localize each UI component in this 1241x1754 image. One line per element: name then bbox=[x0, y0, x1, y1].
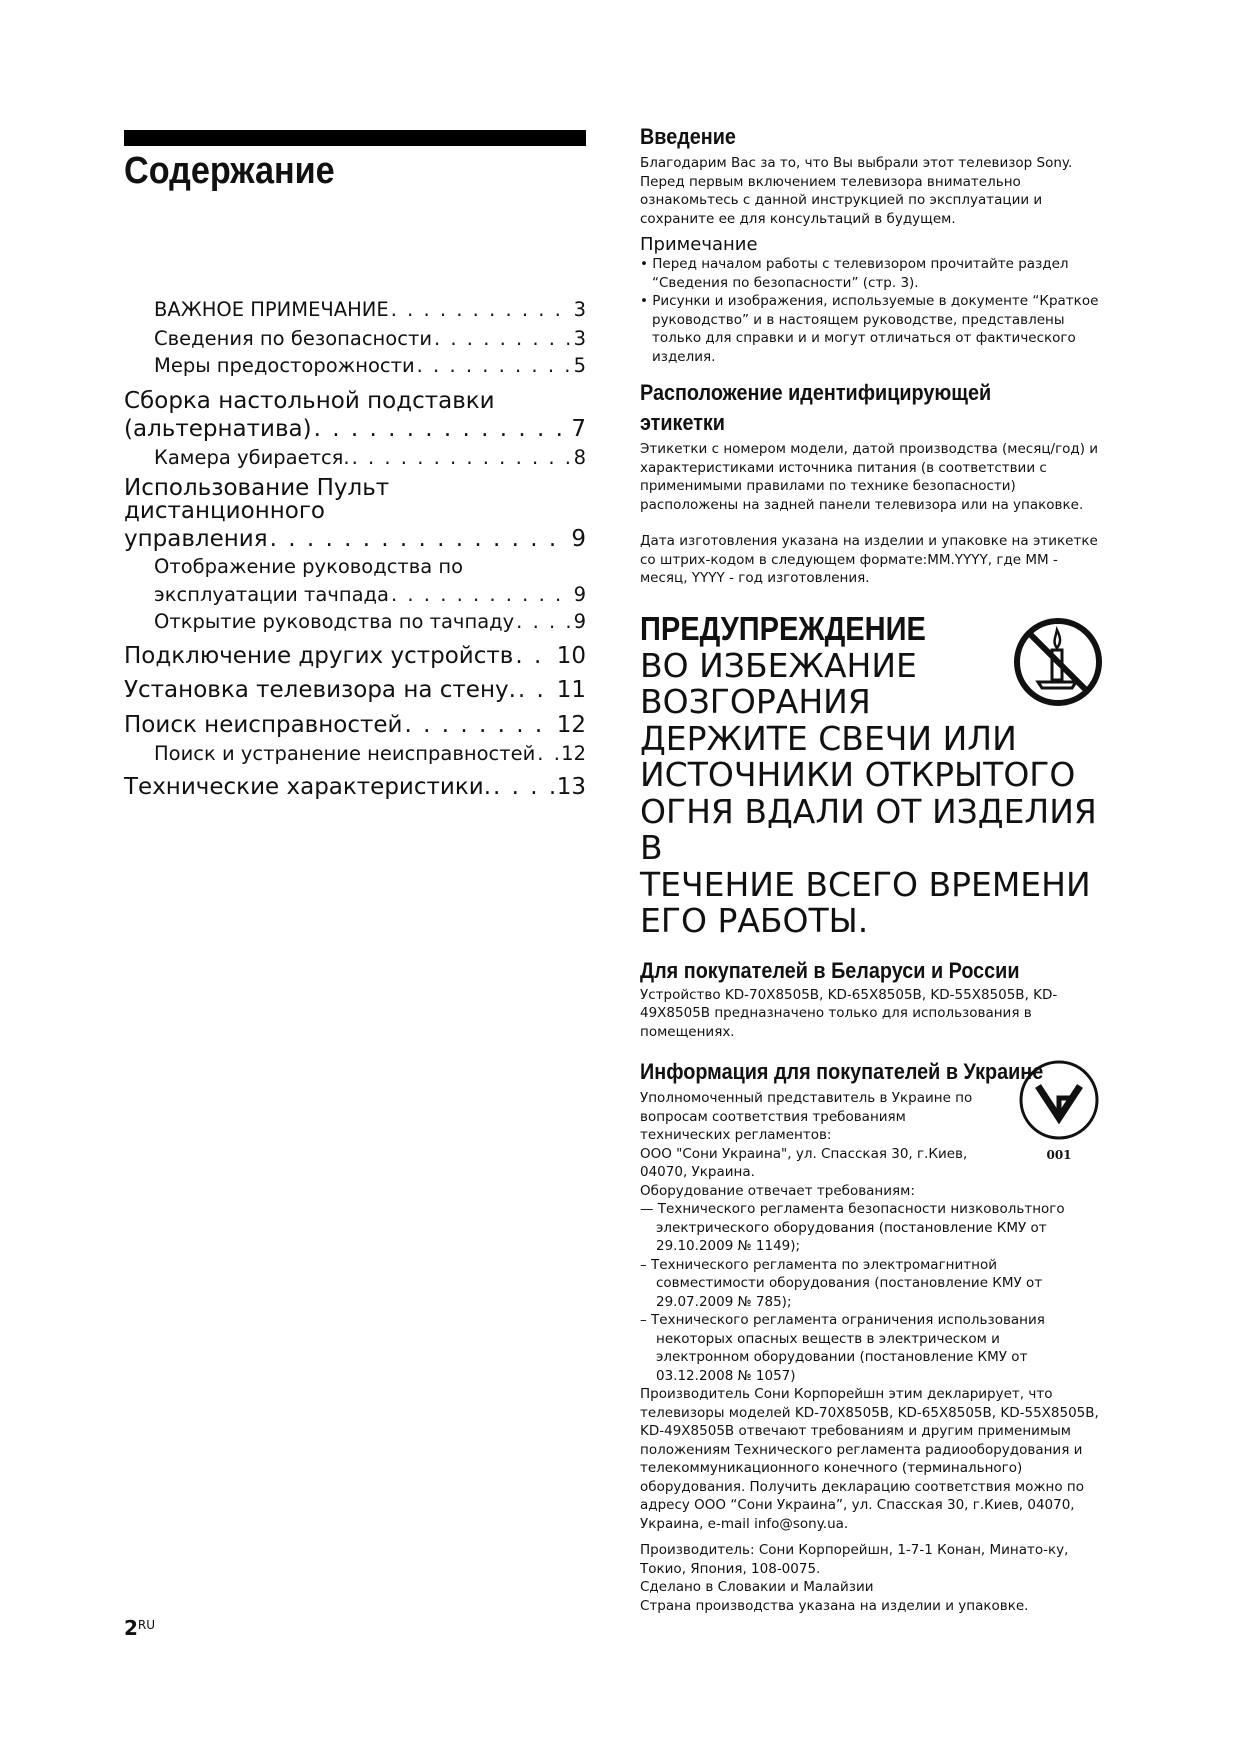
toc-entry-text: Открытие руководства по тачпаду bbox=[154, 610, 515, 633]
toc-entry-page: 3 bbox=[573, 298, 586, 321]
warning-title: ПРЕДУПРЕЖДЕНИЕ bbox=[640, 609, 926, 647]
toc-entry[interactable] bbox=[124, 642, 586, 669]
note-item: • Рисунки и изображения, используемые в документе “Краткое руководство” и в настоящем руководстве, представлены только для справки и и могут отличаться от фактического изделия. bbox=[640, 293, 1099, 365]
toc-entry[interactable] bbox=[124, 445, 586, 469]
intro-text: Благодарим Вас за то, что Вы выбрали этот телевизор Sony. Перед первым включением телевизора внимательно ознакомьтесь с данной инструкцией по эксплуатации и сохраните ее для консультаций в будущем. bbox=[640, 155, 1073, 227]
toc-entry[interactable] bbox=[124, 676, 586, 703]
label-text: Этикетки с номером модели, датой производства (месяц/год) и характеристиками источника питания (в соответствии с применимыми правилами по технике безопасности) расположены на задней панели телевизора или на упаковке. bbox=[640, 441, 1099, 513]
ukraine-item: – Технического регламента ограничения использования некоторых опасных веществ в электрическом и электронном оборудовании (постановление КМУ от 03.12.2008 № 1057) bbox=[640, 1312, 1045, 1384]
toc-entry-page: 9 bbox=[573, 610, 586, 633]
note-item: • Перед началом работы с телевизором прочитайте раздел “Сведения по безопасности” (стр. 3). bbox=[640, 256, 1069, 291]
page-number-lang: RU bbox=[137, 1618, 156, 1632]
toc-entry-page: 9 bbox=[571, 526, 586, 552]
page-number bbox=[124, 1616, 155, 1640]
toc-entry[interactable] bbox=[124, 612, 586, 632]
ukraine-compliance: Оборудование отвечает требованиям: bbox=[640, 1182, 915, 1199]
no-candle-icon bbox=[1012, 616, 1104, 708]
toc-entry[interactable] bbox=[124, 387, 586, 442]
toc-entry-text-line1: Сборка настольной подставки bbox=[124, 387, 495, 414]
toc-entry-text: (альтернатива) bbox=[124, 415, 312, 442]
mark-code: 001 bbox=[1046, 1148, 1072, 1162]
toc-entry-page: 3 bbox=[573, 326, 586, 350]
toc-entry[interactable] bbox=[124, 711, 586, 738]
toc-entry[interactable] bbox=[124, 356, 586, 376]
toc-entry-page: 7 bbox=[571, 415, 586, 442]
toc-entry[interactable] bbox=[124, 300, 586, 320]
toc-entry-page: 12 bbox=[561, 741, 586, 765]
toc-title: Содержание bbox=[124, 150, 335, 192]
made-in: Сделано в Словакии и Малайзии bbox=[640, 1579, 874, 1595]
ukraine-intro: Уполномоченный представитель в Украине по вопросам соответствия требованиям технических регламентов: bbox=[640, 1090, 973, 1143]
toc-entry-page: 8 bbox=[573, 445, 586, 469]
note-heading: Примечание bbox=[640, 234, 758, 255]
ukraine-item: — Технического регламента безопасности низковольтного электрического оборудования (постановление КМУ от 29.10.2009 № 1149); bbox=[640, 1201, 1065, 1254]
ukraine-heading: Информация для покупателей в Украине bbox=[640, 1059, 1044, 1084]
page-number-value: 2 bbox=[124, 1616, 138, 1640]
toc-entry-page: 5 bbox=[573, 354, 586, 377]
ukraine-item: – Технического регламента по электромагнитной совместимости оборудования (постановление КМУ от 29.07.2009 № 785); bbox=[640, 1256, 1043, 1310]
manufacturer: Производитель: Сони Корпорейшн, 1-7-1 Конан, Минато-ку, Токио, Япония, 108-0075. bbox=[640, 1542, 1069, 1577]
toc-entry-text: Технические характеристики. bbox=[124, 774, 492, 800]
table-of-contents bbox=[124, 300, 586, 799]
toc-entry-text-line1: Отображение руководства по bbox=[154, 555, 464, 578]
toc-entry[interactable] bbox=[124, 557, 586, 604]
label-date-text: Дата изготовления указана на изделии и упаковке на этикетке со штрих-кодом в следующем формате:ММ.YYYY, где ММ - месяц, YYYY - год изготовления. bbox=[640, 533, 1098, 586]
toc-entry-text: Установка телевизора на стену. bbox=[124, 676, 516, 703]
toc-entry-text: Меры предосторожности bbox=[154, 354, 415, 377]
belarus-russia-text: Устройство KD-70X8505B, KD-65X8505B, KD-55X8505B, KD-49X8505B предназначено только для использования в помещениях. bbox=[640, 986, 1058, 1040]
ukraine-declaration: Производитель Сони Корпорейшн этим декларирует, что телевизоры моделей KD-70X8505B, KD-65X8505B, KD-55X8505B, KD-49X8505B отвечают требованиям и другим применимым положениям Технического регламента радиооборудования и телекоммуникационного конечного (терминального) оборудования. Получить декларацию соответствия можно по адресу ООО “Сони Украина”, ул. Спасская 30, г.Киев, 04070, Украина, e-mail info@sony.ua. bbox=[640, 1386, 1099, 1532]
toc-entry-text: Поиск и устранение неисправностей bbox=[154, 741, 536, 765]
toc-entry-text: Подключение других устройств bbox=[124, 642, 514, 669]
toc-entry-text: Поиск неисправностей bbox=[124, 711, 403, 738]
toc-entry-text: управления bbox=[124, 526, 268, 552]
label-heading-line1: Расположение идентифицирующей bbox=[640, 380, 992, 405]
toc-entry-page: 12 bbox=[556, 711, 586, 738]
ukraine-address: ООО "Сони Украина", ул. Спасская 30, г.Киев, 04070, Украина. bbox=[640, 1145, 968, 1180]
belarus-russia-heading: Для покупателей в Беларуси и России bbox=[640, 957, 1020, 983]
toc-entry-text: эксплуатации тачпада bbox=[154, 582, 389, 606]
toc-entry-page: 9 bbox=[573, 582, 586, 606]
toc-entry-text: Сведения по безопасности bbox=[154, 326, 432, 350]
toc-header-bar bbox=[124, 130, 586, 146]
toc-entry[interactable] bbox=[124, 477, 586, 551]
toc-entry-text: ВАЖНОЕ ПРИМЕЧАНИЕ bbox=[154, 298, 389, 321]
warning-body: ВО ИЗБЕЖАНИЕ ВОЗГОРАНИЯ ДЕРЖИТЕ СВЕЧИ ИЛИ ИСТОЧНИКИ ОТКРЫТОГО ОГНЯ ВДАЛИ ОТ ИЗДЕЛИЯ В ТЕЧЕНИЕ ВСЕГО ВРЕМЕНИ ЕГО РАБОТЫ. bbox=[640, 645, 1097, 940]
ukraine-conformity-mark-icon bbox=[1014, 1058, 1104, 1163]
toc-entry[interactable] bbox=[124, 326, 586, 350]
intro-heading: Введение bbox=[640, 124, 736, 149]
right-column bbox=[640, 124, 1110, 1615]
toc-entry-page: 13 bbox=[556, 774, 586, 800]
origin: Страна производства указана на изделии и упаковке. bbox=[640, 1597, 1029, 1614]
toc-entry-text-line1: Использование Пульт дистанционного bbox=[124, 475, 390, 524]
toc-entry-page: 10 bbox=[556, 642, 586, 669]
toc-entry[interactable] bbox=[124, 776, 586, 799]
label-heading-line2: этикетки bbox=[640, 410, 725, 435]
toc-entry-text: Камера убирается. bbox=[154, 445, 350, 469]
toc-entry[interactable] bbox=[124, 741, 586, 765]
toc-entry-page: 11 bbox=[556, 676, 586, 703]
